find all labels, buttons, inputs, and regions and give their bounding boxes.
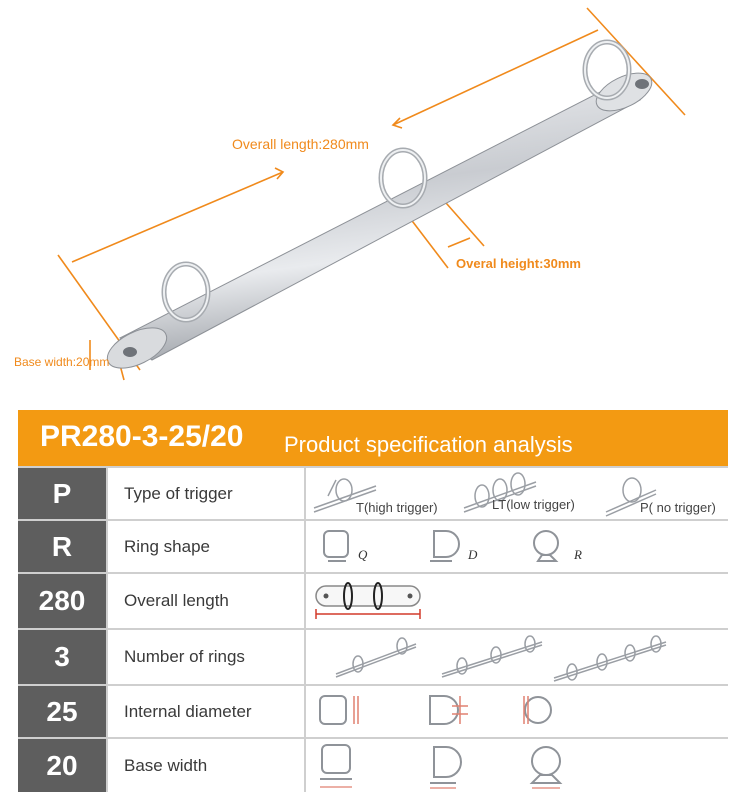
ring-shape-icons (306, 521, 728, 572)
base-width-label: Base width:20mm (14, 355, 110, 369)
spec-code: 3 (18, 630, 106, 684)
ring-shape-d: D (468, 547, 478, 562)
internal-diameter-icons (306, 686, 728, 737)
length-icon (306, 574, 728, 628)
overall-length-label: Overall length:280mm (232, 136, 369, 152)
model-number: PR280-3-25/20 (40, 420, 244, 453)
binder-rings (164, 42, 629, 320)
spec-table (18, 410, 728, 792)
ring-shape-r: R (574, 547, 582, 562)
spec-row-base-width (18, 739, 728, 792)
spec-row-overall-length (18, 574, 728, 628)
spec-code: 25 (18, 686, 106, 737)
spec-row-number-of-rings (18, 630, 728, 684)
length-diagram (306, 574, 728, 628)
spec-label: Overall length (108, 574, 304, 628)
trigger-option-high: T(high trigger) (356, 500, 438, 515)
spec-row-ring-shape (18, 521, 728, 572)
trigger-option-low: LT(low trigger) (492, 497, 575, 512)
spec-row-trigger (18, 468, 728, 519)
spec-label: Ring shape (108, 521, 304, 572)
base-width-icons (306, 739, 728, 792)
spec-label: Base width (108, 739, 304, 792)
ring-count-icons (306, 630, 728, 684)
base-width-diagrams (306, 739, 728, 792)
internal-diameter-diagrams (306, 686, 728, 737)
spec-code: 20 (18, 739, 106, 792)
overall-height-label: Overal height:30mm (456, 256, 581, 271)
spec-code: P (18, 468, 106, 519)
trigger-options (306, 468, 728, 519)
spec-header (18, 410, 728, 466)
number-of-rings-options (306, 630, 728, 684)
binder-bar (101, 65, 657, 376)
ring-shape-options (306, 521, 728, 572)
trigger-option-none: P( no trigger) (640, 500, 716, 515)
spec-code: 280 (18, 574, 106, 628)
spec-label: Internal diameter (108, 686, 304, 737)
spec-subtitle: Product specification analysis (284, 432, 573, 457)
spec-row-internal-diameter (18, 686, 728, 737)
ring-shape-q: Q (358, 547, 368, 562)
spec-code: R (18, 521, 106, 572)
spec-label: Type of trigger (108, 468, 304, 519)
spec-label: Number of rings (108, 630, 304, 684)
